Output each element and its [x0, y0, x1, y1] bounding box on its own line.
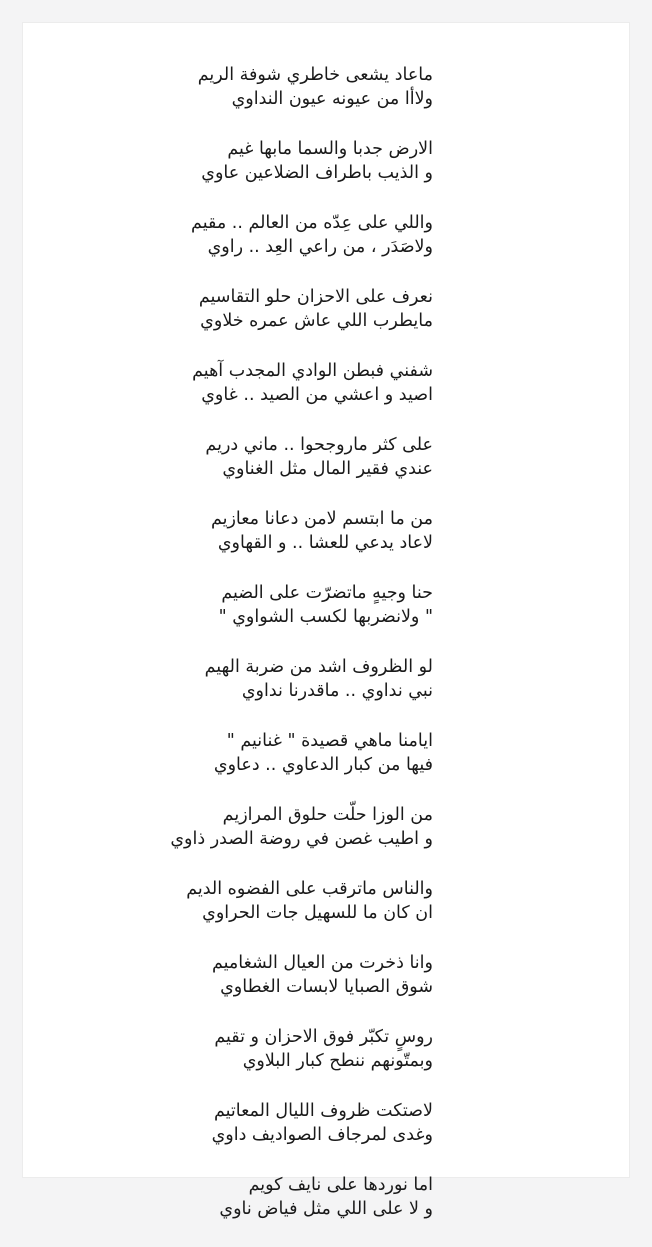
verse-line: و لا على اللي مثل فياض ناوي — [219, 1199, 433, 1219]
verse-line: وغدى لمرجاف الصواديف داوي — [211, 1125, 433, 1145]
verse-line: اصيد و اعشي من الصيد .. غاوي — [201, 385, 433, 405]
verse-line: نبي نداوي .. ماقدرنا نداوي — [241, 681, 433, 701]
verse-line: لو الظروف اشد من ضربة الهيم — [204, 657, 433, 677]
verse-line: شوق الصبايا لابسات الغطاوي — [220, 977, 433, 997]
verse-line: عندي فقير المال مثل الغناوي — [222, 459, 433, 479]
verse-line: على كثر ماروجحوا .. ماني دريم — [205, 435, 433, 455]
verse-line: من الوزا حلّت حلوق المرازيم — [222, 805, 433, 825]
stanza — [23, 211, 629, 285]
verse-line: لاعاد يدعي للعشا .. و القهاوي — [217, 533, 433, 553]
verse-line: نعرف على الاحزان حلو التقاسيم — [198, 287, 433, 307]
verse-line: " ولانضربها لكسب الشواوي " — [218, 607, 433, 627]
verse-line: من ما ابتسم لامن دعانا معازيم — [210, 509, 433, 529]
page-sheet — [22, 22, 630, 1219]
verse-line: و الذيب باطراف الضلاعين عاوي — [201, 163, 433, 183]
poem-body — [23, 63, 629, 1247]
stanza — [23, 803, 629, 877]
stanza — [23, 137, 629, 211]
stanza — [23, 655, 629, 729]
verse-line: وبمتّونهم ننطح كبار البلاوي — [242, 1051, 433, 1071]
verse-line: ايامنا ماهي قصيدة " غنانيم " — [226, 731, 433, 751]
stanza — [23, 951, 629, 1025]
stanza — [23, 1025, 629, 1099]
verse-line: روسٍ تكبّر فوق الاحزان و تقيم — [214, 1027, 433, 1047]
stanza — [23, 507, 629, 581]
stanza — [23, 433, 629, 507]
verse-line: ولاصَدَر ، من راعي العِد .. راوي — [207, 237, 433, 257]
stanza — [23, 581, 629, 655]
stanza — [23, 359, 629, 433]
stanza — [23, 877, 629, 951]
verse-line: شفني فبطن الوادي المجدب آهيم — [192, 361, 433, 381]
verse-line: اما نوردها على نايف كويم — [248, 1175, 433, 1195]
stanza — [23, 63, 629, 137]
verse-line: واللي على عِدّه من العالم .. مقيم — [191, 213, 433, 233]
verse-line: ولاأا من عيونه عيون النداوي — [231, 89, 433, 109]
verse-line: الارض جدبا والسما مابها غيم — [227, 139, 433, 159]
verse-line: فيها من كبار الدعاوي .. دعاوي — [213, 755, 433, 775]
verse-line: وانا ذخرت من العيال الشغاميم — [211, 953, 433, 973]
stanza — [23, 285, 629, 359]
stanza — [23, 1173, 629, 1247]
stanza — [23, 1099, 629, 1173]
verse-line: والناس ماترقب على الفضوه الديم — [186, 879, 433, 899]
verse-line: لاصتكت ظروف الليال المعاتيم — [213, 1101, 433, 1121]
verse-line: حنا وجيهٍ ماتضرّت على الضيم — [221, 583, 433, 603]
verse-line: و اطيب غصن في روضة الصدر ذاوي — [170, 829, 433, 849]
verse-line: ماعاد يشعى خاطري شوفة الريم — [197, 65, 433, 85]
verse-line: مايطرب اللي عاش عمره خلاوي — [200, 311, 433, 331]
verse-line: ان كان ما للسهيل جات الحراوي — [202, 903, 433, 923]
stanza — [23, 729, 629, 803]
